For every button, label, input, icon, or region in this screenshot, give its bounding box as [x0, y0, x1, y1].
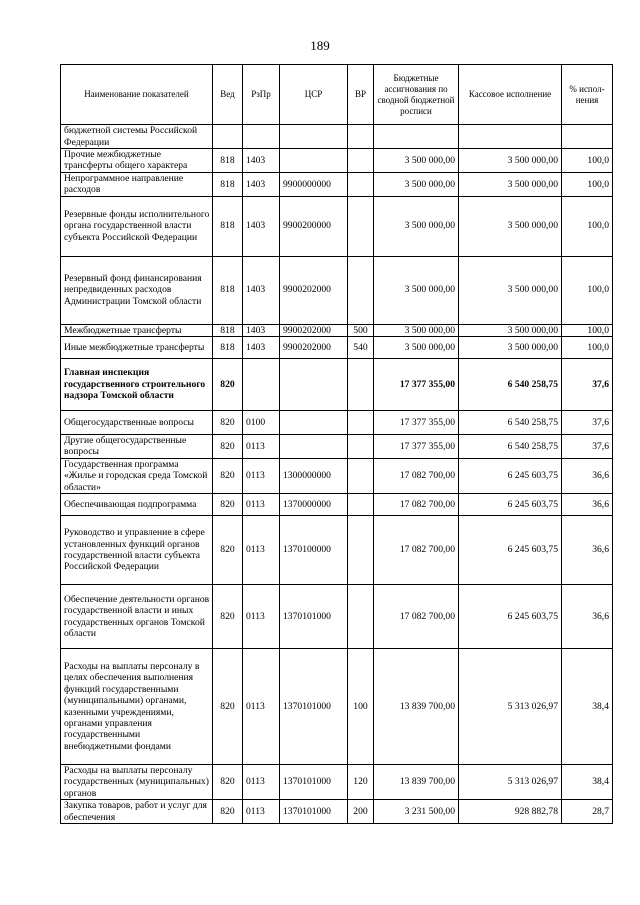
row-ved-cell: 820 [213, 800, 243, 824]
row-ved-cell: 818 [213, 324, 243, 336]
row-budget-cell: 17 082 700,00 [374, 585, 459, 649]
row-csr-cell [280, 125, 348, 149]
row-ved-cell: 818 [213, 337, 243, 359]
row-vr-cell: 100 [348, 649, 374, 765]
row-ved-cell: 820 [213, 458, 243, 493]
row-rzpr-cell: 1403 [243, 256, 280, 324]
row-ved-cell: 818 [213, 149, 243, 173]
page-number: 189 [310, 38, 330, 53]
row-csr-cell: 1370000000 [280, 494, 348, 516]
row-ved-cell: 820 [213, 516, 243, 585]
table-row [61, 337, 613, 359]
row-name-cell: Непрограммное направление расходов [61, 172, 213, 196]
row-ved-cell: 820 [213, 359, 243, 411]
row-csr-cell: 9900202000 [280, 256, 348, 324]
row-ved-cell: 820 [213, 494, 243, 516]
row-percent-cell: 100,0 [562, 196, 613, 256]
table-row [61, 516, 613, 585]
row-percent-cell: 36,6 [562, 494, 613, 516]
row-name-cell: бюджетной системы Российской Федерации [61, 125, 213, 149]
table-row [61, 324, 613, 336]
row-ved-cell: 820 [213, 411, 243, 435]
row-rzpr-cell: 0113 [243, 585, 280, 649]
row-percent-cell: 100,0 [562, 149, 613, 173]
row-ved-cell: 818 [213, 256, 243, 324]
row-csr-cell [280, 149, 348, 173]
row-percent-cell: 36,6 [562, 585, 613, 649]
row-percent-cell: 100,0 [562, 324, 613, 336]
row-csr-cell [280, 359, 348, 411]
row-csr-cell [280, 435, 348, 459]
row-rzpr-cell: 1403 [243, 196, 280, 256]
row-budget-cell: 17 377 355,00 [374, 359, 459, 411]
row-execution-cell: 3 500 000,00 [459, 196, 562, 256]
row-csr-cell: 1370100000 [280, 516, 348, 585]
row-ved-cell: 818 [213, 196, 243, 256]
row-ved-cell: 820 [213, 765, 243, 800]
row-vr-cell: 200 [348, 800, 374, 824]
row-name-cell: Прочие межбюджетные трансферты общего характера [61, 149, 213, 173]
row-rzpr-cell: 0113 [243, 765, 280, 800]
row-vr-cell [348, 172, 374, 196]
row-rzpr-cell [243, 125, 280, 149]
row-vr-cell [348, 149, 374, 173]
row-csr-cell: 1370101000 [280, 800, 348, 824]
row-budget-cell: 17 377 355,00 [374, 411, 459, 435]
row-budget-cell [374, 125, 459, 149]
row-ved-cell: 820 [213, 435, 243, 459]
row-csr-cell: 1370101000 [280, 585, 348, 649]
row-execution-cell: 928 882,78 [459, 800, 562, 824]
column-header-csr: ЦСР [280, 65, 348, 125]
row-execution-cell: 5 313 026,97 [459, 765, 562, 800]
row-execution-cell: 5 313 026,97 [459, 649, 562, 765]
table-row [61, 172, 613, 196]
row-percent-cell: 36,6 [562, 458, 613, 493]
row-budget-cell: 13 839 700,00 [374, 765, 459, 800]
row-vr-cell [348, 256, 374, 324]
row-ved-cell: 820 [213, 585, 243, 649]
row-name-cell: Обеспечение деятельности органов государственной власти и иных государственных органов Томской области [61, 585, 213, 649]
column-header-vr: ВР [348, 65, 374, 125]
row-percent-cell: 37,6 [562, 435, 613, 459]
table-row [61, 765, 613, 800]
table-row [61, 649, 613, 765]
row-name-cell: Главная инспекция государственного строительного надзора Томской области [61, 359, 213, 411]
column-header-rzpr: РзПр [243, 65, 280, 125]
row-budget-cell: 13 839 700,00 [374, 649, 459, 765]
row-execution-cell: 3 500 000,00 [459, 149, 562, 173]
row-name-cell: Резервные фонды исполнительного органа государственной власти субъекта Российской Федерации [61, 196, 213, 256]
column-header-budget: Бюджетные ассигнования по сводной бюджетной росписи [374, 65, 459, 125]
row-execution-cell: 6 540 258,75 [459, 435, 562, 459]
row-name-cell: Расходы на выплаты персоналу государственных (муниципальных) органов [61, 765, 213, 800]
row-csr-cell [280, 411, 348, 435]
row-budget-cell: 17 377 355,00 [374, 435, 459, 459]
row-percent-cell [562, 125, 613, 149]
row-percent-cell: 37,6 [562, 411, 613, 435]
row-execution-cell: 3 500 000,00 [459, 172, 562, 196]
row-budget-cell: 17 082 700,00 [374, 516, 459, 585]
row-csr-cell: 9900200000 [280, 196, 348, 256]
row-percent-cell: 100,0 [562, 172, 613, 196]
row-budget-cell: 17 082 700,00 [374, 458, 459, 493]
row-vr-cell [348, 516, 374, 585]
row-percent-cell: 38,4 [562, 649, 613, 765]
row-percent-cell: 36,6 [562, 516, 613, 585]
row-budget-cell: 3 500 000,00 [374, 196, 459, 256]
row-ved-cell: 820 [213, 649, 243, 765]
row-rzpr-cell: 0113 [243, 516, 280, 585]
row-execution-cell: 6 245 603,75 [459, 585, 562, 649]
row-budget-cell: 3 500 000,00 [374, 149, 459, 173]
table-row [61, 435, 613, 459]
table-header-row [61, 65, 613, 125]
table-row [61, 196, 613, 256]
row-name-cell: Расходы на выплаты персоналу в целях обеспечения выполнения функций государственными (муниципальными) органами, казенными учреждениями, органами управления государственными внебюджетными фондами [61, 649, 213, 765]
table-row [61, 800, 613, 824]
row-rzpr-cell: 0113 [243, 800, 280, 824]
row-name-cell: Межбюджетные трансферты [61, 324, 213, 336]
row-csr-cell: 1370101000 [280, 649, 348, 765]
row-rzpr-cell: 0113 [243, 494, 280, 516]
column-header-ved: Вед [213, 65, 243, 125]
row-vr-cell [348, 494, 374, 516]
table-row [61, 359, 613, 411]
row-name-cell: Общегосударственные вопросы [61, 411, 213, 435]
table-row [61, 411, 613, 435]
row-percent-cell: 100,0 [562, 256, 613, 324]
row-vr-cell [348, 458, 374, 493]
column-header-name: Наименование показателей [61, 65, 213, 125]
row-vr-cell [348, 359, 374, 411]
row-execution-cell: 3 500 000,00 [459, 337, 562, 359]
row-budget-cell: 3 500 000,00 [374, 256, 459, 324]
row-csr-cell: 9900000000 [280, 172, 348, 196]
table-row [61, 125, 613, 149]
table-row [61, 149, 613, 173]
row-csr-cell: 9900202000 [280, 337, 348, 359]
row-execution-cell: 6 245 603,75 [459, 516, 562, 585]
row-percent-cell: 38,4 [562, 765, 613, 800]
row-vr-cell: 540 [348, 337, 374, 359]
row-ved-cell [213, 125, 243, 149]
row-vr-cell: 120 [348, 765, 374, 800]
row-csr-cell: 1370101000 [280, 765, 348, 800]
row-csr-cell: 1300000000 [280, 458, 348, 493]
row-name-cell: Обеспечивающая подпрограмма [61, 494, 213, 516]
row-rzpr-cell: 1403 [243, 149, 280, 173]
row-vr-cell: 500 [348, 324, 374, 336]
row-vr-cell [348, 196, 374, 256]
row-execution-cell: 6 245 603,75 [459, 458, 562, 493]
row-name-cell: Закупка товаров, работ и услуг для обеспечения [61, 800, 213, 824]
row-budget-cell: 3 500 000,00 [374, 337, 459, 359]
budget-table [60, 64, 613, 824]
row-rzpr-cell: 0113 [243, 435, 280, 459]
row-rzpr-cell: 1403 [243, 172, 280, 196]
row-budget-cell: 3 231 500,00 [374, 800, 459, 824]
table-row [61, 458, 613, 493]
row-budget-cell: 3 500 000,00 [374, 324, 459, 336]
row-rzpr-cell: 1403 [243, 324, 280, 336]
row-vr-cell [348, 125, 374, 149]
row-vr-cell [348, 411, 374, 435]
row-execution-cell: 6 540 258,75 [459, 359, 562, 411]
row-execution-cell: 6 540 258,75 [459, 411, 562, 435]
row-csr-cell: 9900202000 [280, 324, 348, 336]
table-row [61, 585, 613, 649]
row-execution-cell: 3 500 000,00 [459, 324, 562, 336]
row-vr-cell [348, 435, 374, 459]
row-rzpr-cell [243, 359, 280, 411]
row-name-cell: Иные межбюджетные трансферты [61, 337, 213, 359]
row-rzpr-cell: 1403 [243, 337, 280, 359]
row-rzpr-cell: 0113 [243, 458, 280, 493]
row-percent-cell: 37,6 [562, 359, 613, 411]
row-vr-cell [348, 585, 374, 649]
row-percent-cell: 28,7 [562, 800, 613, 824]
row-name-cell: Резервный фонд финансирования непредвиденных расходов Администрации Томской области [61, 256, 213, 324]
row-budget-cell: 3 500 000,00 [374, 172, 459, 196]
row-ved-cell: 818 [213, 172, 243, 196]
row-name-cell: Государственная программа «Жилье и городская среда Томской области» [61, 458, 213, 493]
table-row [61, 256, 613, 324]
row-execution-cell: 6 245 603,75 [459, 494, 562, 516]
row-name-cell: Руководство и управление в сфере установленных функций органов государственной власти субъекта Российской Федерации [61, 516, 213, 585]
column-header-percent: % испол-нения [562, 65, 613, 125]
table-row [61, 494, 613, 516]
row-rzpr-cell: 0113 [243, 649, 280, 765]
row-budget-cell: 17 082 700,00 [374, 494, 459, 516]
column-header-execution: Кассовое исполнение [459, 65, 562, 125]
row-name-cell: Другие общегосударственные вопросы [61, 435, 213, 459]
row-execution-cell [459, 125, 562, 149]
row-execution-cell: 3 500 000,00 [459, 256, 562, 324]
row-rzpr-cell: 0100 [243, 411, 280, 435]
row-percent-cell: 100,0 [562, 337, 613, 359]
